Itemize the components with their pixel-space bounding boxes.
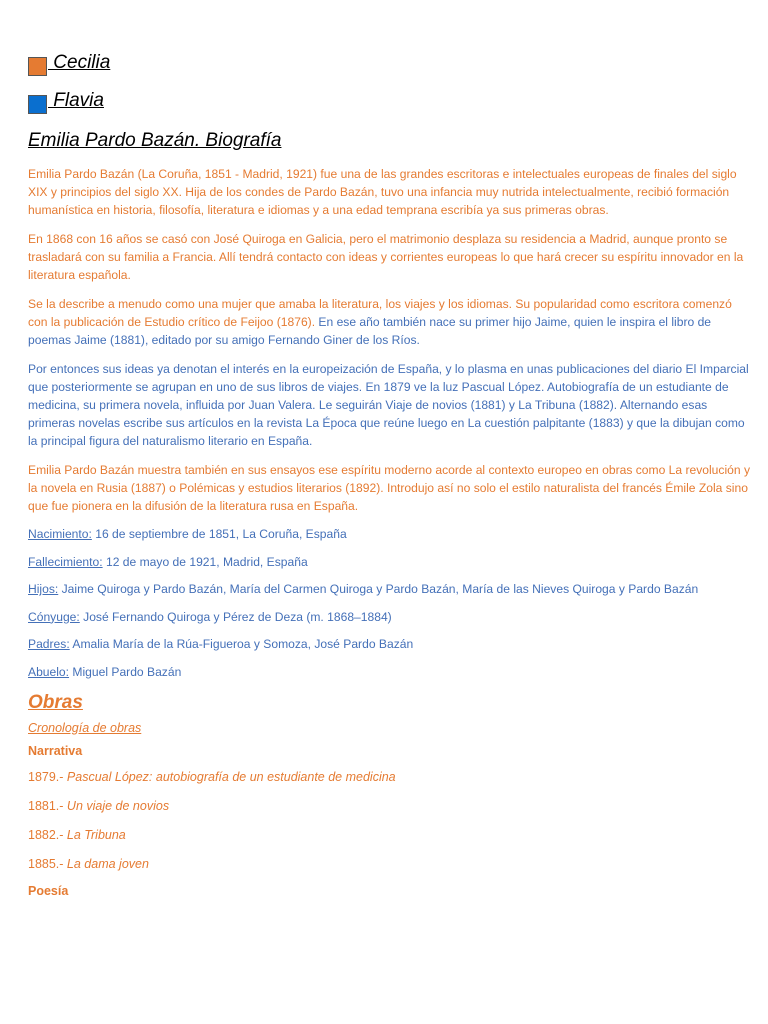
- legend-label: Flavia: [48, 90, 104, 111]
- legend-label: Cecilia: [48, 52, 111, 73]
- orange-swatch-icon: [28, 57, 47, 76]
- work-item: 1882.- La Tribuna: [28, 827, 126, 842]
- paragraph: Por entonces sus ideas ya denotan el interés en la europeización de España, y lo plasma en unas publicaciones del diario El Imparcial que posteriormente se agrupan en uno de sus libros de viajes. En 1879 ve la luz Pascual López. Autobiografía de un estudiante de medicina, su primera novela, influida por Juan Valera. Le seguirán Viaje de novios (1881) y La Tribuna (1882). Alternando esas primeras novelas escribe sus artículos en la revista La Época que reúne luego en La cuestión palpitante (1883) y que la dibujan como la principal figura del naturalismo literario en España.: [28, 362, 749, 448]
- work-item: 1879.- Pascual López: autobiografía de un estudiante de medicina: [28, 769, 396, 784]
- work-item: 1881.- Un viaje de novios: [28, 798, 170, 813]
- blue-swatch-icon: [28, 95, 47, 114]
- paragraph: Emilia Pardo Bazán muestra también en sus ensayos ese espíritu moderno acorde al contexto europeo en obras como La revolución y la novela en Rusia (1887) o Polémicas y estudios literarios (1892). Introdujo así no solo el estilo naturalista del francés Émile Zola sino que fue pionera en la difusión de la literatura rusa en España.: [28, 463, 750, 513]
- paragraph: Se la describe a menudo como una mujer que amaba la literatura, los viajes y los idiomas. Su popularidad como escritora comenzó con la publicación de Estudio crítico de Feijoo (1876). En ese año también nace su primer hijo Jaime, quien le inspira el libro de poemas Jaime (1881), editado por su amigo Fernando Giner de los Ríos.: [28, 297, 732, 347]
- fact-hijos: Hijos: Jaime Quiroga y Pardo Bazán, María del Carmen Quiroga y Pardo Bazán, María de las Nieves Quiroga y Pardo Bazán: [28, 582, 699, 597]
- paragraph: En 1868 con 16 años se casó con José Quiroga en Galicia, pero el matrimonio desplaza su residencia a Madrid, aunque pronto se trasladará con su familia a Francia. Allí tendrá contacto con ideas y corrientes europeas lo que hará crecer su espíritu innovador en la literatura española.: [28, 232, 744, 282]
- legend-item-flavia: [28, 92, 750, 116]
- fact-padres: Padres: Amalia María de la Rúa-Figueroa y Somoza, José Pardo Bazán: [28, 637, 414, 652]
- obras-heading: Obras: [28, 691, 83, 713]
- fact-conyuge: Cónyuge: José Fernando Quiroga y Pérez de Deza (m. 1868–1884): [28, 609, 392, 624]
- narrativa-heading: Narrativa: [28, 743, 83, 758]
- fact-nacimiento: Nacimiento: 16 de septiembre de 1851, La Coruña, España: [28, 527, 347, 541]
- cronologia-link[interactable]: Cronología de obras: [28, 720, 142, 735]
- fact-fallecimiento: Fallecimiento: 12 de mayo de 1921, Madrid, España: [28, 554, 308, 569]
- paragraph: Emilia Pardo Bazán (La Coruña, 1851 - Madrid, 1921) fue una de las grandes escritoras e intelectuales europeas de finales del siglo XIX y principios del siglo XX. Hija de los condes de Pardo Bazán, tuvo una infancia muy nutrida intelectualmente, recibió formación humanística en historia, filosofía, literatura e idiomas y a una edad temprana escribía ya sus primeras obras.: [28, 167, 737, 217]
- document-page: [28, 54, 750, 908]
- legend-item-cecilia: [28, 54, 750, 78]
- work-item: 1885.- La dama joven: [28, 856, 149, 871]
- fact-abuelo: Abuelo: Miguel Pardo Bazán: [28, 664, 182, 679]
- poesia-heading: Poesía: [28, 883, 69, 898]
- page-title: Emilia Pardo Bazán. Biografía: [28, 130, 282, 151]
